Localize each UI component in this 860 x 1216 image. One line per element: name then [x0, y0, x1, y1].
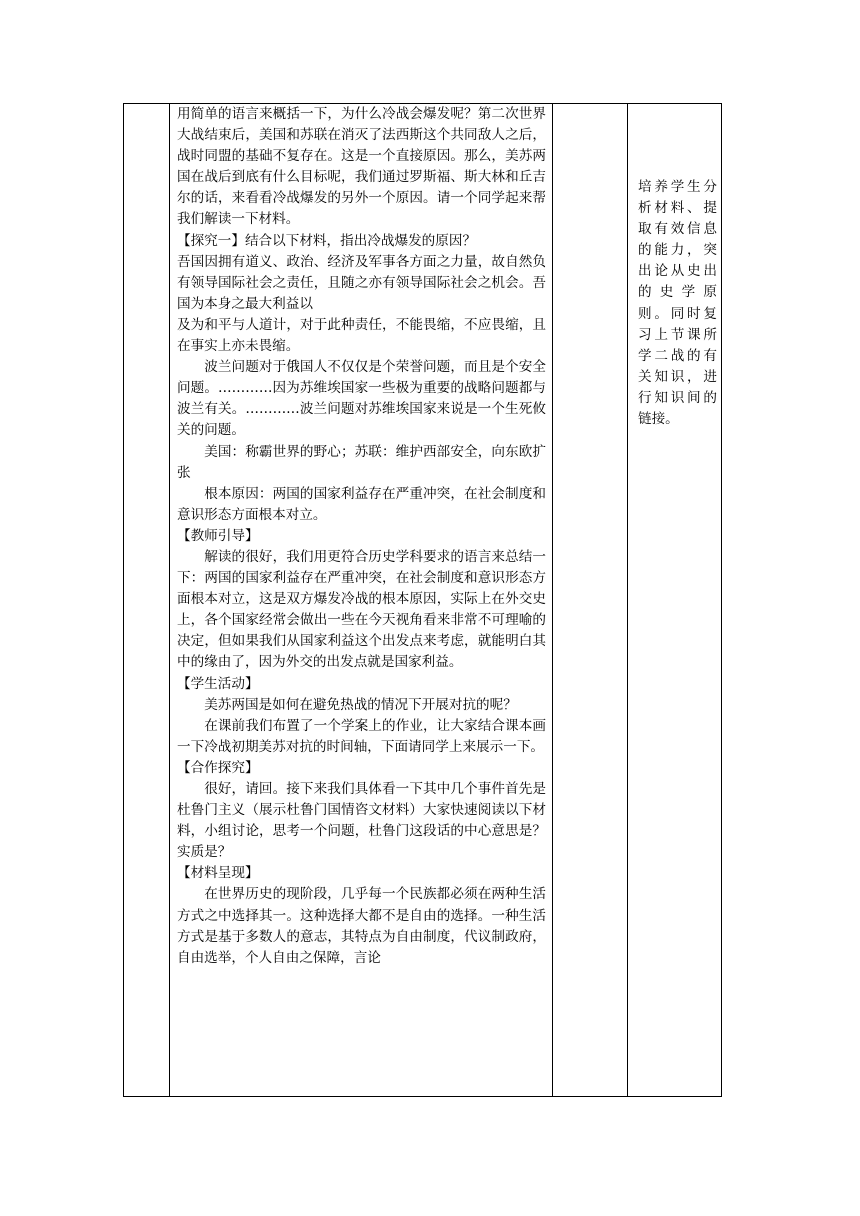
design-intent-text: 培养学生分析材料、提取有效信息的能力，突出论从史出的史学原则。同时复习上节课所学二战的有关知识，进行知识间的链接。 [638, 179, 717, 428]
lesson-paragraph: 吾国因拥有道义、政治、经济及军事各方面之力量，故自然负有领导国际社会之责任，且随之亦有领导国际社会之机会。吾国为本身之最大利益以 [177, 253, 546, 312]
lesson-paragraph: 很好，请回。接下来我们具体看一下其中几个事件首先是杜鲁门主义（展示杜鲁门国情咨文材料）大家快速阅读以下材料，小组讨论，思考一个问题，杜鲁门这段话的中心意思是？实质是？ [177, 781, 546, 861]
column-divider [552, 104, 553, 1096]
lesson-paragraph: 【探究一】结合以下材料，指出冷战爆发的原因？ [177, 232, 477, 249]
column-divider [627, 104, 628, 1096]
lesson-paragraph: 及为和平与人道计，对于此种责任，不能畏缩，不应畏缩，且在事实上亦未畏缩。 [177, 316, 546, 355]
lesson-paragraph: 美苏两国是如何在避免热战的情况下开展对抗的呢？ [204, 696, 517, 713]
lesson-paragraph: 根本原因：两国的国家利益存在严重冲突，在社会制度和意识形态方面根本对立。 [177, 485, 546, 523]
lesson-paragraph: 解读的很好，我们用更符合历史学科要求的语言来总结一下：两国的国家利益存在严重冲突，在社会制度和意识形态方面根本对立，这是双方爆发冷战的根本原因，实际上在外交史上，各个国家经常会做出一些在今天视角看来非常不可理喻的决定，但如果我们从国家利益这个出发点来考虑，就能明白其中的缘由了，因为外交的出发点就是国家利益。 [177, 548, 546, 671]
lesson-paragraph: 【合作探究】 [177, 759, 259, 776]
lesson-paragraph: 【学生活动】 [177, 675, 259, 692]
lesson-paragraph: 波兰问题对于俄国人不仅仅是个荣誉问题，而且是个安全问题。…………因为苏维埃国家一些极为重要的战略问题都与波兰有关。…………波兰问题对苏维埃国家来说是一个生死攸关的问题。 [177, 359, 546, 439]
lesson-paragraph: 在世界历史的现阶段，几乎每一个民族都必须在两种生活方式之中选择其一。这种选择大都不是自由的选择。一种生活方式是基于多数人的意志，其特点为自由制度，代议制政府，自由选举，个人自由之保障，言论 [177, 886, 546, 966]
teaching-process-cell [172, 104, 552, 969]
design-intent-cell [633, 177, 721, 430]
lesson-paragraph: 【教师引导】 [177, 527, 259, 544]
column-divider [169, 104, 170, 1096]
lesson-paragraph: 用简单的语言来概括一下，为什么冷战会爆发呢？第二次世界大战结束后，美国和苏联在消灭了法西斯这个共同敌人之后，战时同盟的基础不复存在。这是一个直接原因。那么，美苏两国在战后到底有什么目标呢，我们通过罗斯福、斯大林和丘吉尔的话，来看看冷战爆发的另外一个原因。请一个同学起来帮我们解读一下材料。 [177, 106, 546, 228]
lesson-paragraph: 在课前我们布置了一个学案上的作业，让大家结合课本画一下冷战初期美苏对抗的时间轴，下面请同学上来展示一下。 [177, 717, 546, 755]
lesson-plan-table [123, 103, 722, 1097]
lesson-paragraph: 【材料呈现】 [177, 865, 259, 882]
lesson-paragraph: 美国：称霸世界的野心；苏联：维护西部安全，向东欧扩张 [177, 443, 546, 481]
